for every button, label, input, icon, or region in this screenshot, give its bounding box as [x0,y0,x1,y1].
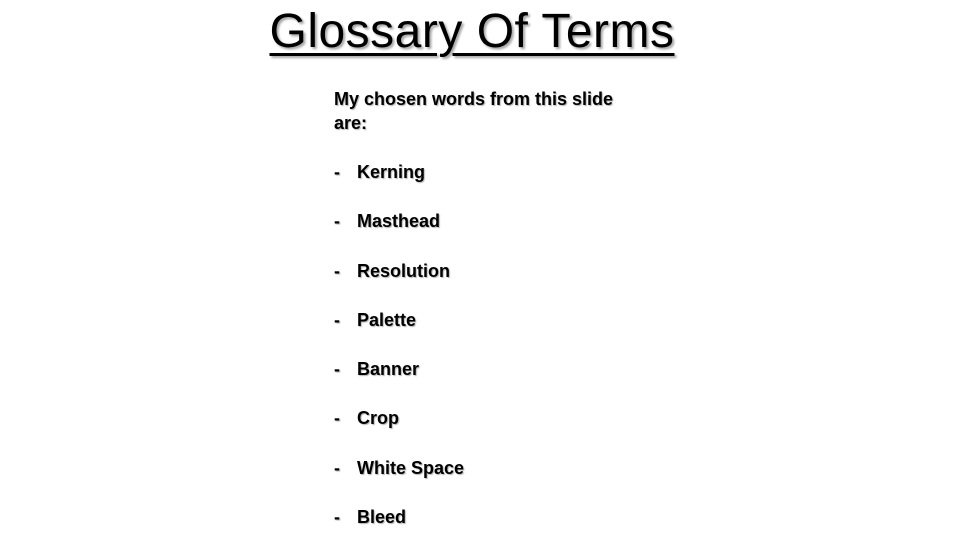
list-item [334,308,634,357]
bullet-dash: - [334,162,340,182]
term-label: Bleed [357,507,407,528]
bullet-dash: - [334,359,340,380]
terms-list [334,160,634,554]
list-item [334,160,634,209]
list-item [334,505,634,554]
term-label: Palette [357,309,417,330]
bullet-dash: - [334,211,340,232]
list-item [334,406,634,455]
slide-body [334,87,634,554]
term-label: Banner [357,359,420,380]
term-label: Resolution [357,260,450,281]
bullet-dash: - [334,507,340,528]
term-label: White Space [357,457,465,478]
list-item [334,259,634,308]
list-item [334,456,634,505]
intro-text: My chosen words from this slide are: [334,89,614,133]
term-label: Masthead [357,211,441,232]
list-item [334,209,634,258]
bullet-dash: - [334,408,340,429]
term-label: Crop [357,408,399,429]
slide-title: Glossary Of Terms [269,5,675,58]
bullet-dash: - [334,457,340,478]
bullet-dash: - [334,260,340,281]
term-label: Kerning [357,162,426,182]
list-item [334,357,634,406]
bullet-dash: - [334,309,340,330]
